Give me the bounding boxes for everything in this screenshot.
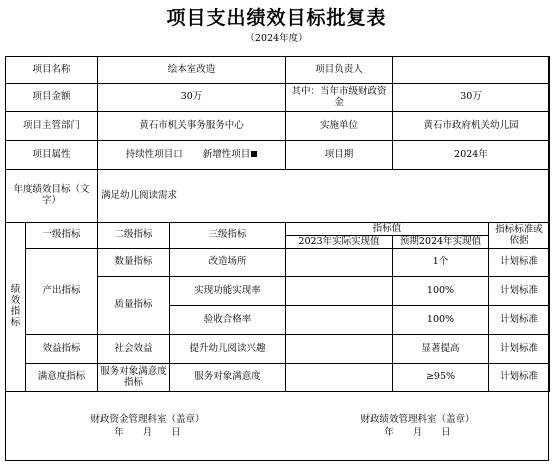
project-leader-label: 项目负责人 (286, 57, 393, 84)
indicator-actual (286, 277, 393, 306)
attribute-new: 新增性项目 (202, 148, 251, 160)
header-standard: 指标标准或依据 (489, 223, 550, 249)
indicator-section-label: 绩效指标 (6, 223, 26, 392)
indicator-l1: 效益指标 (26, 335, 98, 364)
row-attribute (6, 141, 550, 170)
annual-goal-label: 年度绩效目标（文字） (6, 170, 98, 223)
indicator-l3: 验收合格率 (170, 306, 286, 335)
indicator-l3: 实现功能实现率 (170, 277, 286, 306)
performance-office-title: 财政绩效管理科室（盖章） (360, 414, 475, 425)
fiscal-year: （2024年度） (245, 33, 308, 44)
attribute-label: 项目属性 (6, 141, 98, 170)
implementer-value: 黄石市政府机关幼儿园 (393, 112, 550, 141)
indicator-expected: 100% (393, 277, 489, 306)
project-amount-label: 项目金额 (6, 84, 98, 112)
indicator-actual (286, 249, 393, 277)
indicator-actual (286, 364, 393, 392)
header-expected-2024: 预期2024年实现值 (393, 236, 489, 249)
indicator-l1: 产出指标 (26, 249, 98, 335)
implementer-label: 实施单位 (286, 112, 393, 141)
indicator-l3: 改造场所 (170, 249, 286, 277)
table-row (6, 249, 550, 277)
indicator-l1: 满意度指标 (26, 364, 98, 392)
period-value: 2024年 (393, 141, 550, 170)
header-level1: 一级指标 (26, 223, 98, 249)
fund-label: 其中：当年市级财政资金 (286, 84, 393, 112)
performance-table (5, 56, 550, 392)
project-name-value: 绘本室改造 (98, 57, 286, 84)
indicator-standard: 计划标准 (489, 335, 550, 364)
indicator-standard: 计划标准 (489, 306, 550, 335)
indicator-actual (286, 306, 393, 335)
row-indicator-header (6, 223, 550, 236)
table-row (6, 364, 550, 392)
table-row (6, 335, 550, 364)
performance-office-signature (330, 414, 505, 440)
project-name-label: 项目名称 (6, 57, 98, 84)
finance-fund-office-title: 财政资金管理科室（盖章） (90, 414, 205, 425)
indicator-l3: 服务对象满意度 (170, 364, 286, 392)
indicator-expected: ≥95% (393, 364, 489, 392)
indicator-l3: 提升幼儿阅读兴趣 (170, 335, 286, 364)
header-actual-2023: 2023年实际实现值 (286, 236, 393, 249)
attribute-continuing: 持续性项目口 (125, 148, 183, 160)
indicator-standard: 计划标准 (489, 364, 550, 392)
indicator-expected: 1个 (393, 249, 489, 277)
row-project-amount (6, 84, 550, 112)
document-title: 项目支出绩效目标批复表 (166, 7, 387, 29)
fund-value: 30万 (393, 84, 550, 112)
finance-fund-office-signature (60, 414, 235, 440)
period-label: 项目期 (286, 141, 393, 170)
indicator-actual (286, 335, 393, 364)
finance-fund-office-date: 年 月 日 (114, 426, 181, 438)
checked-box-icon (251, 151, 257, 157)
project-amount-value: 30万 (98, 84, 286, 112)
row-project-name (6, 57, 550, 84)
indicator-l2: 数量指标 (98, 249, 170, 277)
header-level2: 二级指标 (98, 223, 170, 249)
indicator-standard: 计划标准 (489, 249, 550, 277)
indicator-l2: 服务对象满意度指标 (98, 364, 170, 392)
indicator-l2: 社会效益 (98, 335, 170, 364)
project-leader-value (393, 57, 550, 84)
performance-office-date: 年 月 日 (384, 426, 451, 438)
header-level3: 三级指标 (170, 223, 286, 249)
indicator-standard: 计划标准 (489, 277, 550, 306)
row-annual-goal (6, 170, 550, 223)
header-indicator-value: 指标值 (286, 223, 489, 236)
department-label: 项目主管部门 (6, 112, 98, 141)
annual-goal-value: 满足幼儿阅读需求 (98, 170, 550, 223)
indicator-expected: 显著提高 (393, 335, 489, 364)
attribute-value (98, 141, 286, 170)
row-department (6, 112, 550, 141)
department-value: 黄石市机关事务服务中心 (98, 112, 286, 141)
indicator-l2: 质量指标 (98, 277, 170, 335)
indicator-expected: 100% (393, 306, 489, 335)
